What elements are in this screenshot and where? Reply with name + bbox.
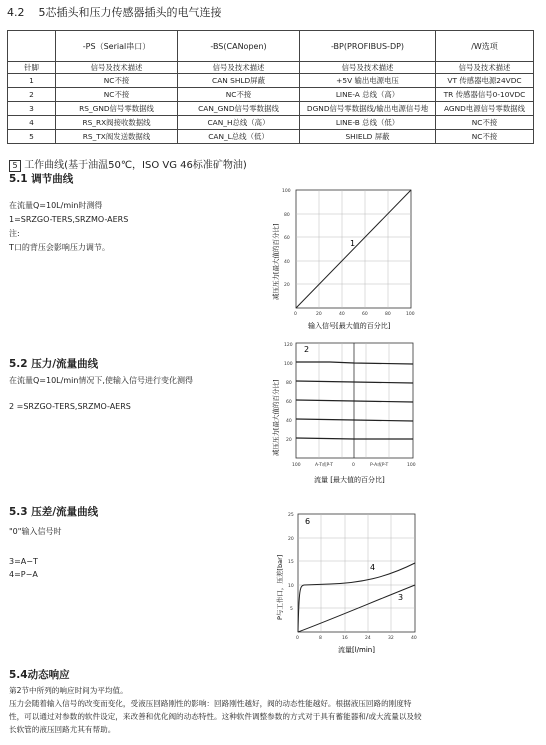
curve-label: 3 [398,593,404,602]
table-header: -BS(CANopen) [178,31,300,62]
tick-label: 100 [282,189,291,194]
axis-label-y: P与工作口，压差[bar] [276,554,284,620]
section-number: 4.2 [7,6,25,19]
tick-label: 20 [286,438,292,443]
curve-label: 6 [305,517,311,526]
pressure-level-100 [296,362,413,364]
tick-label: 16 [342,636,348,641]
table-cell: CAN SHLD屏蔽 [178,74,300,88]
text-line: 在流量Q=10L/min时测得 [9,201,103,210]
text-line: 1=SRZGO-TERS,SRZMO-AERS [9,215,129,224]
tick-label: 0 [294,312,297,317]
table-cell: CAN_L总线（低） [178,130,300,144]
axis-label-y: 减压压力[最大值的百分比] [272,379,280,456]
tick-label: 80 [286,381,292,386]
table-header: -BP(PROFIBUS-DP) [300,31,436,62]
text-line: 第2节中所列的响应时间为平均值。 [9,686,128,695]
pressure-flow-chart [270,338,430,488]
section-heading [7,4,222,20]
table-cell: LINE-A 总线（高） [300,88,436,102]
table-cell: AGND电源信号零数据线 [436,102,534,116]
table-cell: CAN_GND信号零数据线 [178,102,300,116]
table-cell: NC不接 [178,88,300,102]
table-subheader: 信号及技术描述 [436,62,534,74]
table-cell: SHIELD 屏蔽 [300,130,436,144]
text-line: 在流量Q=10L/min情况下,使输入信号进行变化测得 [9,376,193,385]
table-cell: RS_RX阀接收数据线 [56,116,178,130]
curve-1 [296,190,411,308]
axis-label-x: 流量[l/min] [338,646,375,654]
table-cell: CAN_H总线（高） [178,116,300,130]
table-cell: DGND信号零数据线/输出电源信号地 [300,102,436,116]
tick-label: A-T或P-T [315,463,334,468]
table-row [8,102,534,116]
tick-label: 40 [411,636,417,641]
text-line: 2 =SRZGO-TERS,SRZMO-AERS [9,402,131,411]
tick-label: 0 [296,636,299,641]
table-cell: NC不接 [436,130,534,144]
table-subheader-row [8,62,534,74]
table-cell: NC不接 [56,88,178,102]
adjustment-curve-chart [270,182,430,332]
paragraph [9,684,529,736]
table-row [8,116,534,130]
tick-label: 60 [284,236,290,241]
tick-label: 100 [406,312,415,317]
text-block [9,200,128,253]
curve-label: 1 [350,239,356,248]
table-cell: RS_GND信号零数据线 [56,102,178,116]
tick-label: 20 [284,283,290,288]
table-cell: 5 [8,130,56,144]
tick-label: 100 [284,362,293,367]
table-row [8,88,534,102]
tick-label: 80 [284,213,290,218]
axis-label-y: 减压压力[最大值的百分比] [272,223,280,300]
tick-label: 24 [365,636,371,641]
axis-label-x: 输入信号[最大值的百分比] [308,322,391,330]
subsection-title: 5.3 压差/流量曲线 [9,506,99,518]
pressure-level-20 [296,438,413,439]
table-cell: 4 [8,116,56,130]
table-cell: RS_TX阀发送数据线 [56,130,178,144]
table-cell: +5V 输出电源电压 [300,74,436,88]
tick-label: 120 [284,343,293,348]
table-cell: 2 [8,88,56,102]
text-line: 压力会随着输入信号的改变而变化，受液压回路刚性的影响：回路刚性越好，阀的动态性能越好。根据液压回路的刚度特 [9,699,412,708]
table-subheader: 针脚 [8,62,56,74]
tick-label: 100 [407,463,416,468]
tick-label: 40 [284,260,290,265]
tick-label: 0 [352,463,355,468]
table-cell: NC不接 [56,74,178,88]
tick-label: P-A或P-T [370,463,389,468]
subsection-title: 5.4动态响应 [9,669,70,681]
tick-label: 15 [288,560,294,565]
tick-label: 25 [288,513,294,518]
section-title: 5芯插头和压力传感器插头的电气连接 [38,6,222,19]
tick-label: 32 [388,636,394,641]
table-cell: 1 [8,74,56,88]
text-line: 3=A−T [9,557,38,566]
tick-label: 40 [339,312,345,317]
text-line: T口的背压会影响压力调节。 [9,243,110,252]
table-row [8,130,534,144]
section-5-heading [9,156,247,172]
tick-label: 8 [319,636,322,641]
table-row [8,74,534,88]
table-header: /W选项 [436,31,534,62]
table-cell: NC不接 [436,116,534,130]
text-line: 4=P−A [9,570,38,579]
tick-label: 20 [288,537,294,542]
table-cell: LINE-B 总线（低） [300,116,436,130]
text-line: 性，可以通过对参数的软件设定，来改善和优化阀的动态特性。这种软件调整参数的方式对于具有蓄能器和/或大流量以及较 [9,712,422,721]
pressure-level-80 [296,381,413,383]
tick-label: 40 [286,419,292,424]
tick-label: 20 [316,312,322,317]
table-subheader: 信号及技术描述 [300,62,436,74]
table-subheader: 信号及技术描述 [178,62,300,74]
table-cell: 3 [8,102,56,116]
pressure-level-60 [296,400,413,402]
chart-frame [298,514,415,632]
curve-label: 4 [370,563,376,572]
subsection-title: 5.1 调节曲线 [9,173,74,185]
tick-label: 10 [288,584,294,589]
pressure-level-40 [296,419,413,421]
curve-label: 2 [304,345,310,354]
table-header: -PS（Serial串口） [56,31,178,62]
text-line: 注: [9,229,20,238]
section-title: 工作曲线(基于油温50℃，ISO VG 46标准矿物油) [24,160,247,171]
axis-label-x: 流量 [最大值的百分比] [314,476,385,484]
section-number-box: 5 [9,160,21,172]
table-cell: VT 传感器电源24VDC [436,74,534,88]
tick-label: 60 [286,400,292,405]
pin-table [7,30,534,144]
tick-label: 5 [290,607,293,612]
text-line: 长软管的液压回路尤其有帮助。 [9,725,116,734]
tick-label: 80 [385,312,391,317]
subsection-title: 5.2 压力/流量曲线 [9,358,99,370]
table-header-row [8,31,534,62]
table-subheader: 信号及技术描述 [56,62,178,74]
table-cell: TR 传感器信号0-10VDC [436,88,534,102]
table-header [8,31,56,62]
tick-label: 60 [362,312,368,317]
tick-label: 100 [292,463,301,468]
pressure-diff-flow-chart [270,508,430,658]
text-line: "0"输入信号时 [9,527,62,536]
